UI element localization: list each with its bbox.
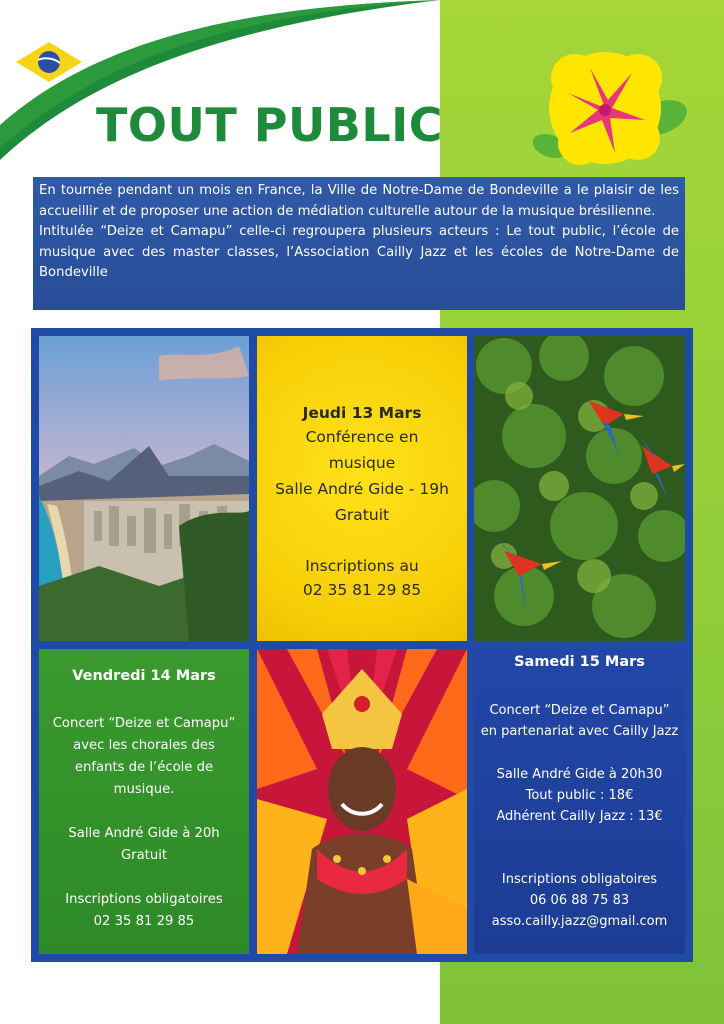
event-price-member: Adhérent Cailly Jazz : 13€	[496, 809, 663, 824]
event-date: Jeudi 13 Mars	[302, 404, 422, 422]
event-price: Gratuit	[334, 506, 390, 524]
event-line-2: avec les chorales des	[73, 738, 215, 753]
intro-paragraph-2: Intitulée “Deize et Camapu” celle-ci regroupera plusieurs acteurs : Le tout public, l’école de musique avec des master classes, l’Association Cailly Jazz et les écoles de Notre-Dame de Bondeville	[39, 224, 679, 281]
event-venue: Salle André Gide - 19h	[275, 480, 449, 498]
event-date: Samedi 15 Mars	[514, 654, 645, 670]
event-line-3: enfants de l’école de	[74, 760, 214, 775]
event-title-line-2: musique	[328, 454, 396, 472]
event-card-vendredi	[39, 649, 249, 954]
event-signup: Inscriptions obligatoires	[501, 872, 658, 887]
event-line-1: Concert “Deize et Camapu”	[52, 716, 236, 731]
event-price: Gratuit	[120, 848, 168, 863]
intro-paragraph-1: En tournée pendant un mois en France, la Ville de Notre-Dame de Bondeville a le plaisir de les accueillir et de proposer une action de médiation culturelle autour de la musique brésilienne.	[39, 183, 679, 219]
event-date: Vendredi 14 Mars	[72, 668, 216, 684]
brazil-flag-icon	[14, 40, 84, 84]
event-email: asso.cailly.jazz@gmail.com	[491, 914, 668, 929]
event-title-line-1: Conférence en	[305, 428, 419, 446]
page-title: TOUT PUBLIC	[96, 98, 444, 152]
event-venue: Salle André Gide à 20h30	[496, 767, 663, 782]
event-venue: Salle André Gide à 20h	[68, 826, 220, 841]
event-phone: 06 06 88 75 83	[529, 893, 630, 908]
carnival-dancer-photo	[257, 649, 467, 954]
event-signup: Inscriptions obligatoires	[65, 892, 223, 907]
event-card-samedi	[474, 649, 685, 954]
event-phone: 02 35 81 29 85	[93, 914, 195, 929]
hibiscus-flower-icon	[520, 38, 690, 178]
event-line-4: musique.	[113, 782, 175, 797]
macaws-forest-photo	[474, 336, 685, 641]
event-line-2: en partenariat avec Cailly Jazz	[480, 724, 679, 739]
event-phone: 02 35 81 29 85	[302, 581, 422, 599]
intro-text-box	[33, 177, 685, 310]
event-signup: Inscriptions au	[305, 557, 419, 575]
event-line-1: Concert “Deize et Camapu”	[489, 703, 670, 718]
event-card-jeudi	[257, 336, 467, 641]
event-price-public: Tout public : 18€	[525, 788, 634, 803]
rio-de-janeiro-photo	[39, 336, 249, 641]
